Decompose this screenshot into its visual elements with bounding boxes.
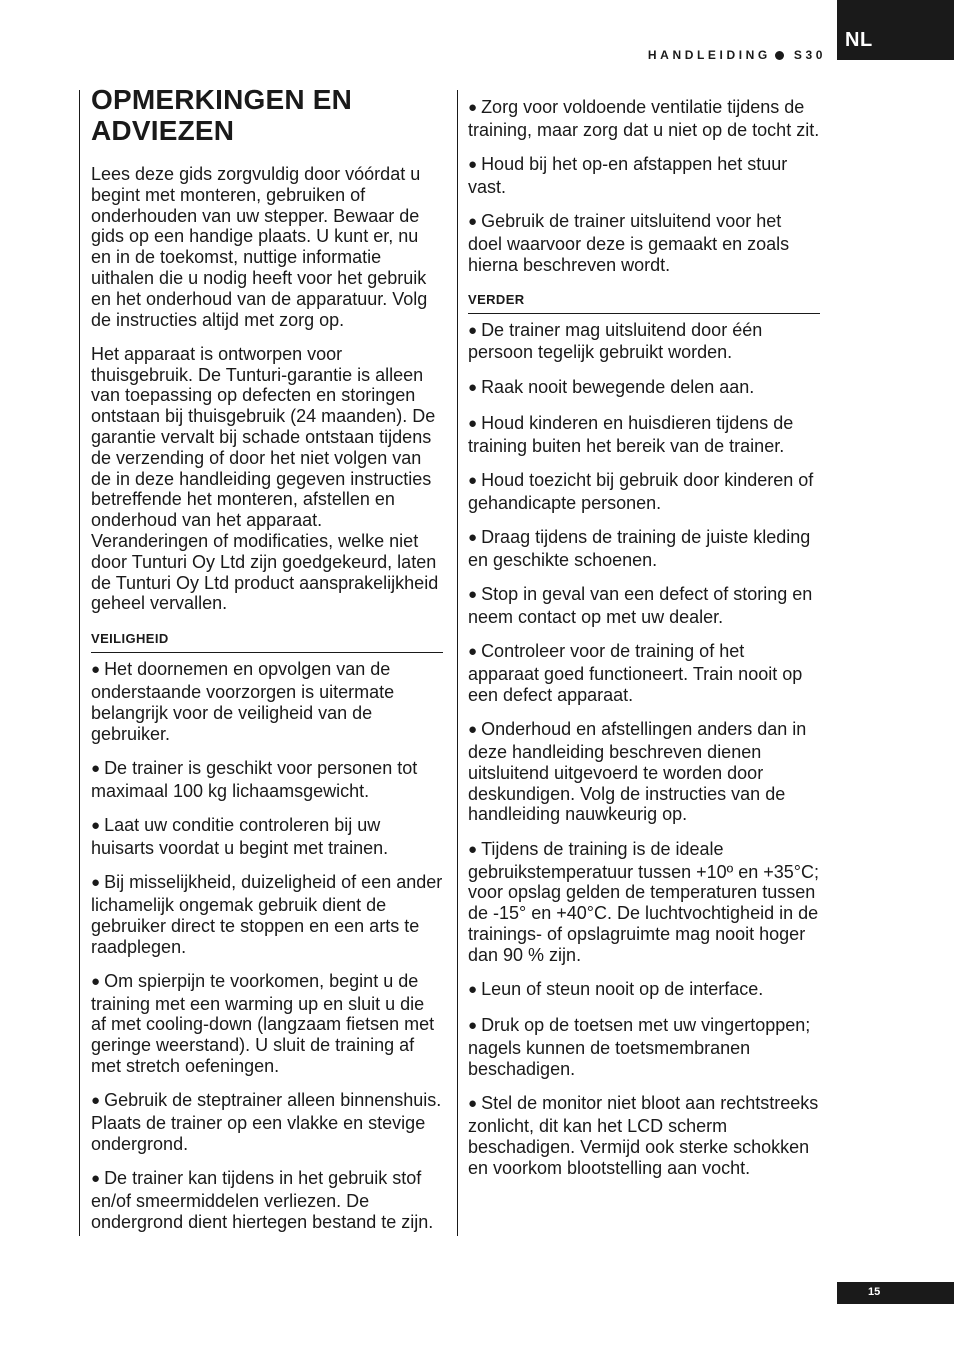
safety-item: ● Gebruik de steptrainer alleen binnenshuis. Plaats de trainer op een vlakke en stevige ondergrond. bbox=[91, 1090, 443, 1154]
further-item: ● De trainer mag uitsluitend door één persoon tegelijk gebruikt worden. bbox=[468, 320, 820, 364]
further-item: ● Leun of steun nooit op de interface. bbox=[468, 979, 820, 1002]
left-column-rule bbox=[79, 90, 80, 1236]
safety-item: ● Houd bij het op-en afstappen het stuur vast. bbox=[468, 154, 820, 198]
section-heading-safety: VEILIGHEID bbox=[91, 631, 443, 653]
safety-item: ● Bij misselijkheid, duizeligheid of een ander lichamelijk ongemak gebruik dient de gebruiker direct te stoppen en een arts te raadplegen. bbox=[91, 872, 443, 957]
safety-item: ● De trainer is geschikt voor personen tot maximaal 100 kg lichaamsgewicht. bbox=[91, 758, 443, 802]
safety-item: ● Laat uw conditie controleren bij uw huisarts voordat u begint met trainen. bbox=[91, 815, 443, 859]
model-label: S30 bbox=[793, 48, 826, 62]
safety-item: ● De trainer kan tijdens in het gebruik stof en/of smeermiddelen verliezen. De ondergrond dient hiertegen bestand te zijn. bbox=[91, 1168, 443, 1232]
left-column bbox=[91, 84, 443, 1246]
further-item: ● Stel de monitor niet bloot aan rechtstreeks zonlicht, dit kan het LCD scherm beschadigen. Vermijd ook sterke schokken en voorkom blootstelling aan vocht. bbox=[468, 1093, 820, 1178]
safety-item: ● Gebruik de trainer uitsluitend voor het doel waarvoor deze is gemaakt en zoals hierna beschreven wordt. bbox=[468, 211, 820, 275]
section-heading-further: VERDER bbox=[468, 292, 820, 314]
further-item: ● Houd toezicht bij gebruik door kinderen of gehandicapte personen. bbox=[468, 470, 820, 514]
page-number-tab bbox=[837, 1282, 954, 1304]
further-item: ● Raak nooit bewegende delen aan. bbox=[468, 377, 820, 400]
intro-paragraph: Lees deze gids zorgvuldig door vóórdat u begint met monteren, gebruiken of onderhouden van uw stepper. Bewaar de gids op een handige plaats. U kunt er, nu en in de toekomst, nuttige informatie uithalen die u nodig heeft voor het gebruik en het onderhoud van de apparatuur. Volg de instructies altijd met zorg op. bbox=[91, 164, 428, 330]
bullet-dot-icon bbox=[775, 51, 784, 60]
further-item: ● Tijdens de training is de ideale gebruikstemperatuur tussen +10º en +35°C; voor opslag gelden de temperaturen tussen de -15° en +40°C. De luchtvochtigheid in de trainings- of opslagruimte mag nooit hoger dan 90 % zijn. bbox=[468, 839, 820, 966]
further-item: ● Draag tijdens de training de juiste kleding en geschikte schoenen. bbox=[468, 527, 820, 571]
language-label: NL bbox=[845, 29, 873, 51]
manual-label: HANDLEIDING bbox=[647, 48, 771, 62]
further-item: ● Onderhoud en afstellingen anders dan in deze handleiding beschreven dienen uitsluitend uitgevoerd te worden door deskundigen. Volg de instructies van de handleiding nauwkeurig op. bbox=[468, 719, 820, 825]
page-number: 15 bbox=[868, 1286, 881, 1298]
running-header bbox=[648, 48, 826, 62]
right-column-rule bbox=[457, 90, 458, 1236]
language-tab bbox=[837, 0, 954, 60]
safety-item: ● Om spierpijn te voorkomen, begint u de training met een warming up en sluit u die af met cooling-down (langzaam fietsen met geringe weerstand). U sluit de training af met stretch oefeningen. bbox=[91, 971, 443, 1077]
further-item: ● Controleer voor de training of het apparaat goed functioneert. Train nooit op een defect apparaat. bbox=[468, 641, 820, 705]
further-item: ● Houd kinderen en huisdieren tijdens de training buiten het bereik van de trainer. bbox=[468, 413, 820, 457]
safety-item: ● Het doornemen en opvolgen van de onderstaande voorzorgen is uitermate belangrijk voor de veiligheid van de gebruiker. bbox=[91, 659, 443, 744]
warranty-paragraph: Het apparaat is ontworpen voor thuisgebruik. De Tunturi-garantie is alleen van toepassing op defecten en storingen ontstaan bij thuisgebruik (24 maanden). De garantie vervalt bij schade ontstaan tijdens de verzending of door het niet volgen van de in deze handleiding gegeven instructies betreffende het monteren, afstellen en onderhoud van het apparaat. Veranderingen of modificaties, welke niet door Tunturi Oy Ltd zijn goedgekeurd, laten de Tunturi Oy Ltd product aansprakelijkheid geheel vervallen. bbox=[91, 343, 439, 614]
safety-item: ● Zorg voor voldoende ventilatie tijdens de training, maar zorg dat u niet op de tocht zit. bbox=[468, 97, 820, 141]
further-item: ● Stop in geval van een defect of storing en neem contact op met uw dealer. bbox=[468, 584, 820, 628]
further-item: ● Druk op de toetsen met uw vingertoppen; nagels kunnen de toetsmembranen beschadigen. bbox=[468, 1015, 820, 1079]
right-column bbox=[468, 97, 820, 1192]
page-title: OPMERKINGEN EN ADVIEZEN bbox=[91, 84, 353, 146]
